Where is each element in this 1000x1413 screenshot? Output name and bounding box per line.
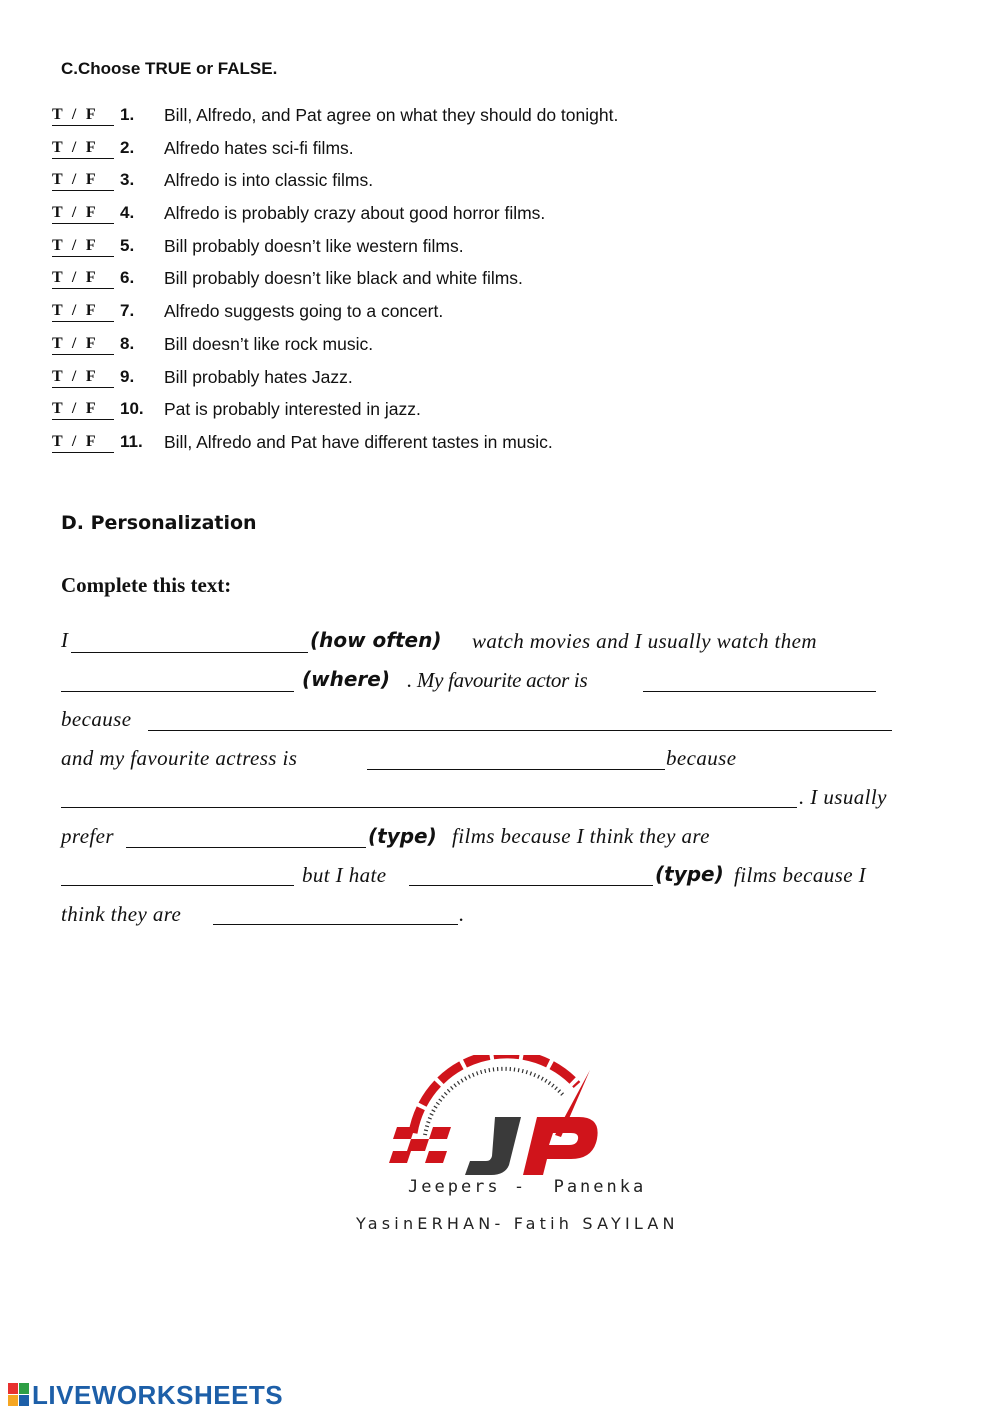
tf-choice[interactable]: T / F xyxy=(52,430,114,453)
tf-item-number: 3. xyxy=(120,170,135,190)
liveworksheets-badge-icon xyxy=(8,1383,30,1407)
tf-item-statement: Bill, Alfredo and Pat have different tastes in music. xyxy=(164,431,553,452)
tf-item-statement: Bill, Alfredo, and Pat agree on what they should do tonight. xyxy=(164,105,619,125)
text-because-2: because xyxy=(666,746,737,770)
liveworksheets-text: LIVEWORKSHEETS xyxy=(32,1379,284,1410)
brand-name: Jeepers - Panenka xyxy=(408,1177,647,1197)
blank-hated-reason[interactable] xyxy=(213,924,458,925)
tf-item-number: 6. xyxy=(120,268,135,288)
text-think-they-are: think they are xyxy=(61,902,182,926)
blank-preferred-type[interactable] xyxy=(126,847,366,848)
tf-item-number: 8. xyxy=(120,333,135,353)
tf-choice[interactable]: T / F xyxy=(52,299,114,322)
tf-choice[interactable]: T / F xyxy=(52,136,114,159)
tf-item-statement: Alfredo is into classic films. xyxy=(164,170,374,191)
text-but-i-hate: but I hate xyxy=(302,863,387,887)
tf-item xyxy=(52,299,952,332)
tf-item-statement: Bill probably doesn’t like western films. xyxy=(164,235,464,256)
tf-item-statement: Alfredo hates sci-fi films. xyxy=(164,137,354,158)
logo-checkered-flag xyxy=(389,1127,451,1163)
tf-item xyxy=(52,234,952,267)
true-false-list xyxy=(52,103,952,463)
tf-item-statement: Alfredo suggests going to a concert. xyxy=(164,301,444,322)
tf-item-statement: Pat is probably interested in jazz. xyxy=(164,399,421,420)
tf-item-number: 7. xyxy=(120,301,135,321)
authors: YasinERHAN- Fatih SAYILAN xyxy=(356,1214,679,1233)
blank-favourite-actor[interactable] xyxy=(643,691,876,692)
text-films-because-i: films because I xyxy=(734,863,866,887)
text-period: . xyxy=(459,902,465,926)
tf-item-statement: Bill probably hates Jazz. xyxy=(164,366,353,387)
tf-item-statement: Bill doesn’t like rock music. xyxy=(164,333,374,354)
text-films-because: films because I think they are xyxy=(452,824,710,848)
tf-choice[interactable]: T / F xyxy=(52,332,114,355)
liveworksheets-logo xyxy=(8,1380,283,1410)
text-i: I xyxy=(61,628,69,652)
tf-item-number: 11. xyxy=(120,431,143,451)
blank-hated-type[interactable] xyxy=(409,885,653,886)
tf-item xyxy=(52,430,952,463)
tf-choice[interactable]: T / F xyxy=(52,168,114,191)
tf-choice[interactable]: T / F xyxy=(52,365,114,388)
hint-where: (where) xyxy=(302,667,390,691)
tf-choice[interactable]: T / F xyxy=(52,266,114,289)
hint-type-2: (type) xyxy=(655,862,724,886)
tf-item-number: 5. xyxy=(120,235,135,255)
tf-item-number: 9. xyxy=(120,366,135,386)
hint-how-often: (how often) xyxy=(310,628,442,652)
hint-type-1: (type) xyxy=(368,824,437,848)
blank-actress-reason[interactable] xyxy=(61,807,797,808)
blank-favourite-actress[interactable] xyxy=(367,769,665,770)
tf-item-number: 1. xyxy=(120,105,135,124)
blank-where[interactable] xyxy=(61,691,294,692)
tf-item xyxy=(52,365,952,398)
logo-letter-j xyxy=(465,1117,521,1175)
tf-item-number: 2. xyxy=(120,137,135,157)
tf-item-number: 10. xyxy=(120,399,144,419)
blank-how-often[interactable] xyxy=(71,652,308,653)
blank-preferred-reason[interactable] xyxy=(61,885,294,886)
text-because-1: because xyxy=(61,707,132,731)
tf-item-statement: Bill probably doesn’t like black and white films. xyxy=(164,268,523,289)
text-favourite-actor: . My favourite actor is xyxy=(407,668,588,692)
complete-text-title: Complete this text: xyxy=(61,573,232,597)
section-d-title: D. Personalization xyxy=(61,512,257,534)
section-c-title: C.Choose TRUE or FALSE. xyxy=(61,59,278,78)
text-watch-movies: watch movies and I usually watch them xyxy=(472,629,817,653)
text-favourite-actress: and my favourite actress is xyxy=(61,746,298,770)
tf-item xyxy=(52,332,952,365)
tf-choice[interactable]: T / F xyxy=(52,201,114,224)
tf-item xyxy=(52,201,952,234)
blank-actor-reason[interactable] xyxy=(148,730,892,731)
tf-choice[interactable]: T / F xyxy=(52,397,114,420)
tf-item xyxy=(52,168,952,201)
tf-item xyxy=(52,136,952,169)
tf-item-number: 4. xyxy=(120,203,135,223)
text-prefer: prefer xyxy=(61,824,114,848)
tf-item xyxy=(52,103,952,136)
text-i-usually: . I usually xyxy=(799,785,887,809)
tf-item-statement: Alfredo is probably crazy about good horror films. xyxy=(164,203,546,224)
tf-item xyxy=(52,397,952,430)
tf-choice[interactable]: T / F xyxy=(52,234,114,257)
logo-letter-p xyxy=(523,1117,598,1175)
jp-logo xyxy=(385,1055,615,1175)
tf-item xyxy=(52,266,952,299)
tf-choice[interactable]: T / F xyxy=(52,103,114,126)
